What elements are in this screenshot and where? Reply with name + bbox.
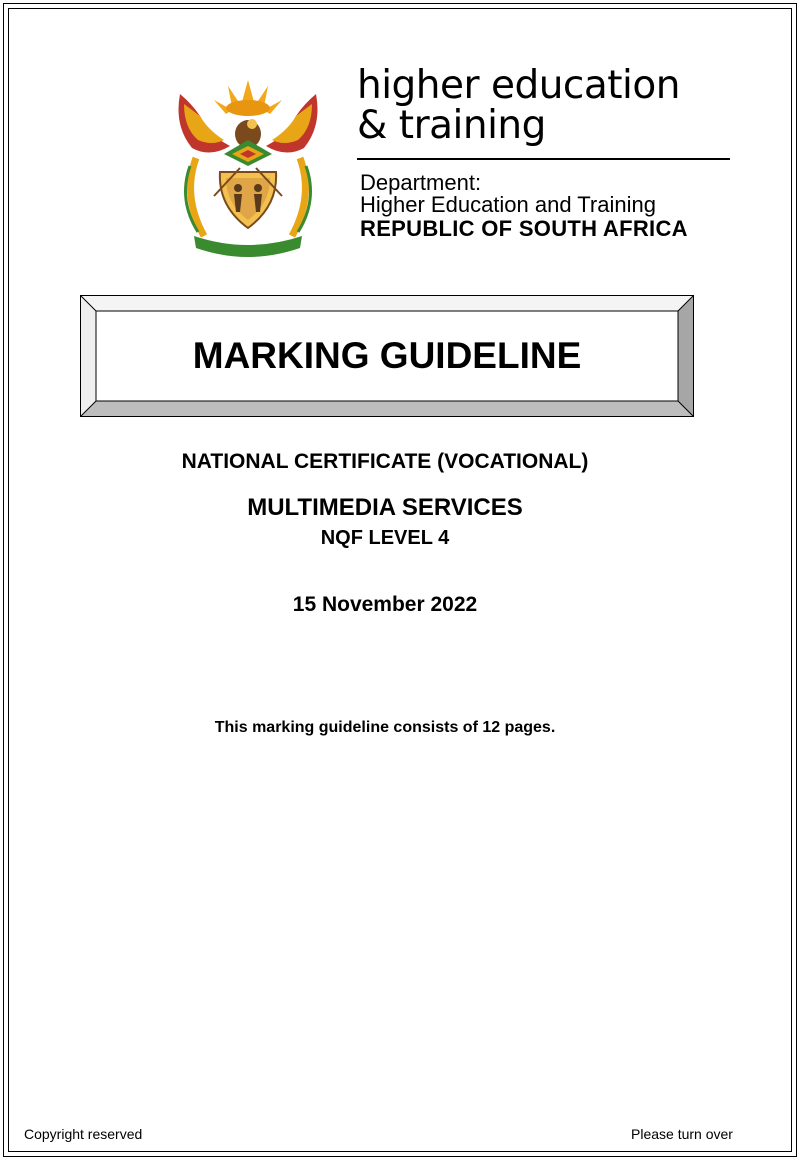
turn-over-footer: Please turn over	[631, 1126, 733, 1142]
exam-date: 15 November 2022	[292, 593, 478, 616]
department-name: Higher Education and Training	[360, 192, 656, 217]
document-title: MARKING GUIDELINE	[192, 335, 582, 376]
page-count-note: This marking guideline consists of 12 pages.	[214, 719, 556, 736]
qualification-name: NATIONAL CERTIFICATE (VOCATIONAL)	[181, 450, 589, 473]
copyright-footer: Copyright reserved	[24, 1126, 143, 1142]
brand-wordmark	[357, 63, 737, 148]
subject-name: MULTIMEDIA SERVICES	[247, 494, 523, 521]
brand-divider	[357, 158, 730, 160]
department-country: REPUBLIC OF SOUTH AFRICA	[360, 216, 688, 241]
nqf-level: NQF LEVEL 4	[320, 527, 450, 549]
coat-of-arms-logo	[170, 76, 326, 260]
department-label: Department:	[360, 170, 482, 195]
brand-line-1: higher education	[357, 63, 680, 108]
brand-line-2: & training	[357, 103, 546, 148]
